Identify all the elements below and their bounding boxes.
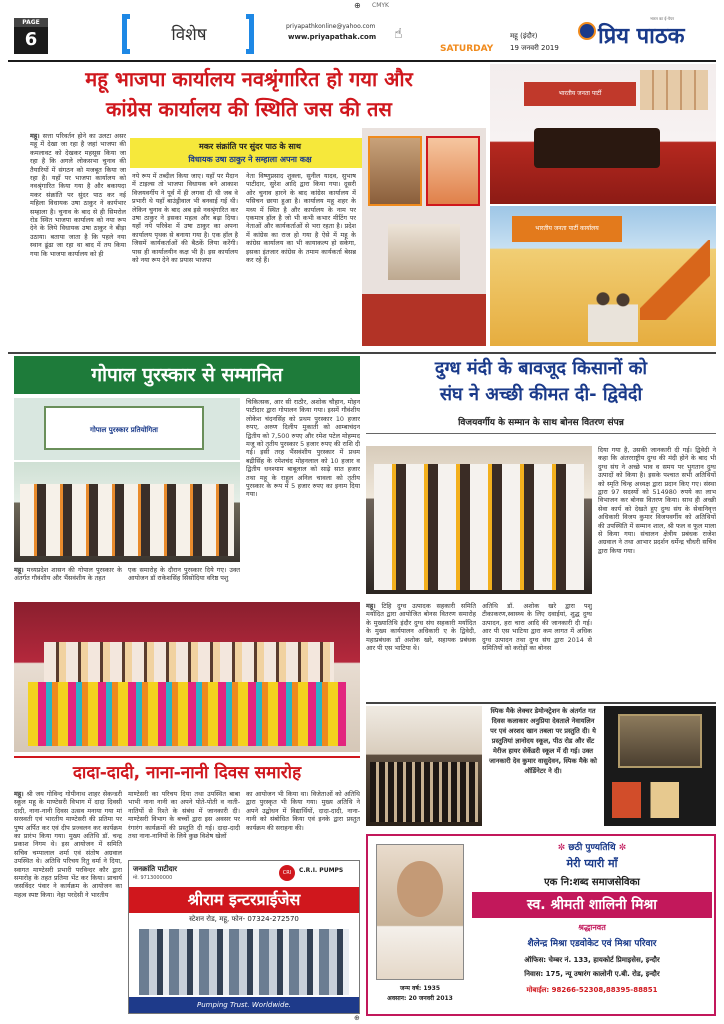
- story1-bjp-banner: भारतीय जनता पार्टी: [524, 82, 636, 106]
- story3-children-row: [28, 682, 346, 746]
- ad1-contact-mobile: मो. 9713000000: [133, 875, 173, 881]
- story1-headline-line1: महू भाजपा कार्यालय नवश्रृंगारित हो गया और: [85, 67, 413, 91]
- story1-portrait-strip: [640, 70, 708, 110]
- story1-people: [588, 288, 638, 342]
- ad1-tagline: Pumping Trust. Worldwide.: [129, 997, 359, 1013]
- story3-col1: महू। श्री जय गोविन्द गोपीनाथ शाहर सेकन्डरी स्कूल महू के माण्टेसरी विभाग में दादा दिवसी दादी, नाना-नानी दिवस उत्सव मनाया गया मां सरस्वती एवं भारतीय माण्टेसरी की प्रतिमा पर पुष्प अर्पित कर एवं दीप प्रज्वलन कर कार्यक्रम का प्रारंभ किया गया। मुख्य अतिथि डॉ. चन्द्र प्रकाश निगम थे। इस आयोजन में समिति सचिव चम्पालाल शर्मा एवं संतोष अग्रवाल उपस्थित थे। अतिथि परिचय रितु वर्मा ने दिया, स्वागत माण्टेसरी प्रभारी परविन्दर कौर द्वारा समारोह के तहत प्रतिमा भेंट कर किया। प्राचार्य जसविंदर पंवार ने कार्यक्रम के आयोजन का महत्व स्पष्ट किया। नेहा परदेसी ने भारतीय: [14, 790, 122, 899]
- story1-office-sign: भारतीय जनता पार्टी कार्यालय: [512, 216, 622, 242]
- masthead-title: प्रिय पाठक: [598, 23, 685, 49]
- ad1-brand-logo: [279, 865, 355, 887]
- story4-headline: [366, 356, 716, 408]
- city-label: महू (इंदौर): [510, 32, 538, 40]
- ad1-contact-name: जनक्रांति पाटीदार: [133, 865, 178, 873]
- section-bracket-left: [122, 14, 130, 54]
- story5-photo-musicians: [604, 706, 716, 826]
- bottom-registration-bar: [0, 1016, 724, 1024]
- registration-mark-icon: ⊕: [354, 1, 361, 10]
- ad2-name: स्व. श्रीमती शालिनी मिश्रा: [472, 892, 712, 918]
- page-label: PAGE: [14, 18, 48, 27]
- story5-portrait-frame: [618, 714, 702, 768]
- ad-shriram-enterprises: [128, 860, 360, 1014]
- ad2-death: अवसान: 20 जनवरी 2013: [387, 995, 453, 1002]
- masthead-tagline: भारत का ई-पेपर: [650, 16, 675, 21]
- story4-col1: महू। टिहि दुग्ध उत्पादक सहकारी समिति मर्यादित द्वारा आयोजित बोनस वितरण समारोह के मुख्यातिथि इंदौर दुग्ध संघ सहकारी मर्यादित के मुख्य कार्यपालन अधिकारी ए के द्विवेदी, महाप्रबंधक डॉ अशोक खरे, सहायक प्रबंधक आर पी एस भाटिया थे।: [366, 602, 476, 653]
- header-divider: [8, 60, 716, 62]
- story1-photo-posters: [362, 128, 486, 346]
- story4-photo-award: [366, 446, 592, 594]
- story1-subhead: [130, 138, 370, 168]
- story1-col3: नेता विष्णुप्रसाद शुक्ला, सुनील यादव, सुभाष पाटीदार, सुरेश आदि द्वारा किया गया। दूसरी ओर चुनाव हारने के बाद कांग्रेस कार्यालय में पसिचन छाया हुआ है। कार्यालय महू शहर के मध्य में स्थित है और कार्यालय के नाम पर एकमात्र हॉल है जो भी कभी कभार मीटिंग पर नेताओं और कार्यकर्ताओं से भरा रहता है। प्रदेश में कांग्रेस का राज हो गया है ऐसे में महू के कांग्रेस कार्यालय का भी कायाकल्प हो सकेगा, इसका इंतजार कांग्रेस के तमाम कार्यकर्ता बेसब्र कर रहे हैं।: [246, 172, 356, 265]
- registration-mark-icon: ⊕: [354, 1014, 360, 1022]
- page-number: 6: [24, 29, 38, 50]
- divider-story4-bottom: [366, 702, 716, 704]
- story1-subhead-line2: विधायक उषा ठाकुर ने सम्हाला अपना कक्ष: [188, 155, 312, 164]
- ad1-firm-name: श्रीराम इन्टरप्राईजेस: [129, 887, 359, 913]
- story1-photo-office-interior: [490, 64, 716, 204]
- ad1-address: स्टेशन रोड, महू, फोन- 07324-272570: [189, 915, 299, 923]
- story4-headline-line2: संघ ने अच्छी कीमत दी- द्विवेदी: [439, 384, 643, 405]
- masthead-logo: [576, 16, 716, 58]
- story1-col1: महू। सत्ता परिवर्तन होने का उलटा असर महू में देखा जा रहा है जहां भाजपा की कमलावट को देखकर महसूस किया जा रहा है कि अगले लोकसभा चुनाव की तैयारियों में संगठन को मजबूत किया जा रहा है। यहाँ पर भाजपा कार्यालय को नवश्रृंगारित किया गया है और बकायदा मकर संक्रांति पर सुंदर पाठ कर नई महिला विधायक उषा ठाकुर ने कार्यभार सम्हाला है। चुनाव के बाद से ही सिमरोल रोड स्थित भाजपा कार्यालय को नया रूप देने के लिये विधायक उषा ठाकुर ने बीड़ा उठाया। बताया जाता है कि पहले नया स्थान ढूंढा जा रहा था बाद में तय किया गया कि भाजपा कार्यालय को ही: [30, 132, 126, 258]
- day-label: SATURDAY: [440, 44, 494, 54]
- story3-col3: का आयोजन भी किया था। विजेताओं को अतिथि द्वारा पुरस्कृत भी किया गया। मुख्य अतिथि ने अपने उद्बोधन में विद्यार्थियों, दादा-दादी, नाना-नानी को संबोधित किया एवं इनके द्वारा प्रस्तुत कार्यक्रम की सराहना की।: [246, 790, 360, 832]
- story1-poster-small: [388, 224, 460, 280]
- story1-photo-building: [490, 206, 716, 346]
- story2-photo-banner: [14, 398, 240, 460]
- story4-col2: अतिथि डॉ. अशोक खरे द्वारा पशु टीकाकरण,स्वास्थ्य के लिए दवाईयां, शुद्ध दुग्ध उत्पादन, हरा चारा आदि की जानकारी दी गई। आर पी एस भाटिया द्वारा कम लागत में अधिक दुग्ध उत्पादन तथा दुग्ध संघ द्वारा 2014 से समितियों को करोड़ों का बोनस: [482, 602, 592, 653]
- story1-stairs: [640, 240, 710, 320]
- website[interactable]: www.priyapathak.com: [288, 33, 377, 41]
- story1-poster-left: [368, 136, 422, 206]
- ad2-residence: निवास: 175, न्यू उषारंग कालोनी ए.बी. रोड, इन्दौर: [524, 970, 660, 978]
- registration-bar: [0, 0, 724, 12]
- story4-col3: दिया गया है, उसकी जानकारी दी गई। द्विवेदी ने कहा कि अंतरराष्ट्रीय दुग्ध की मंदी होने के बाद भी दुग्ध संघ ने अच्छे भाव व समय पर भुगतान दुग्ध उत्पादों को किया है। इसके पश्चात सभी अतिथियों को स्मृति चिन्ह अध्यक्ष द्वारा प्रदान किए गए। संस्था द्वारा 97 सदस्यों को 514980 रुपये का लाभ विभाजन कर बोनस वितरण किया। साथ ही अच्छी सेवा कार्य को देखते हुए दुग्ध संघ के सेवानिवृत्त अधिकारी विजय कुमार विजयवर्गीय को अतिथियों की उपस्थिति में सम्मान शाल, श्री फल व फूल माला से किया गया। संचालन क्षेत्रीय प्रबंधक राजेश अग्रवाल ने तथा आभार प्रदर्शन धर्मेन्द्र चौधरी सचिव द्वारा किया गया।: [598, 446, 716, 555]
- ad2-tribute: श्रद्धानवत: [578, 923, 606, 932]
- story1-poster-right: [426, 136, 480, 206]
- ad1-cri-badge: CRI: [279, 865, 295, 881]
- ad2-line2: एक नि:शब्द समाजसेविका: [544, 877, 640, 888]
- ad2-birth: जन्म वर्ष: 1935: [399, 985, 441, 992]
- date-label: 19 जनवरी 2019: [510, 44, 559, 52]
- story1-headline-line2: कांग्रेस कार्यालय की स्थिति जस की तस: [106, 97, 392, 121]
- divider-story1-bottom: [8, 352, 716, 354]
- story5-performers: [612, 782, 708, 818]
- story2-col1: महू। मध्यप्रदेश शासन की गोपाल पुरस्कार के अंतर्गत गौवंशीय और भैंसवंशीय के तहत: [14, 566, 122, 583]
- story1-col2: नये रूप में तब्दील किया जाए। यहाँ पर मैदान में टाइल्स तो भाजपा विधायक बने आकाश विजयवर्गीय ने पूर्व में ही लगवा दी थी जब वे प्रभारी थे यहाँ बाउंड्रीवाल भी बनवाई गई थी। लेकिन चुनाव के बाद अब इसे नवश्रृंगारित कर उषा ठाकुर ने इसका महत्व और बढ़ा दिया। यहाँ नये परिवेश में उषा ठाकुर का अपना कार्यालय पृथक से बनाया गया है। एक हॉल है जिसमें कार्यकर्ताओं की बैठकें लिया करेंगी। पास ही कार्यालयीन कक्ष भी है। इस कार्यालय को नया रूप देने का प्रयास भाजपा: [132, 172, 238, 265]
- story2-photo-group: [14, 462, 240, 562]
- flower-icon: ✼: [615, 843, 627, 853]
- story4-subhead: विजयवर्गीय के सम्मान के साथ बोनस वितरण संपन्न: [366, 412, 716, 434]
- story2-col2: एक समारोह के दौरान पुरस्कार दिये गए। उक्त आयोजन डॉ राकेशसिंह सिसोदिया वरिष्ठ पशु: [128, 566, 240, 583]
- story2-people-row: [20, 484, 234, 556]
- flower-icon: ✼: [557, 843, 569, 853]
- ad1-brand-name: C.R.I. PUMPS: [299, 867, 344, 874]
- ad-memorial: [366, 834, 716, 1016]
- ad1-pumps-image: [139, 929, 349, 995]
- story4-dateline: महू।: [366, 602, 376, 610]
- masthead-globe-icon: [578, 22, 596, 40]
- story2-headline: गोपाल पुरस्कार से सम्मानित: [14, 356, 360, 394]
- story4-headline-line1: दुग्ध मंदी के बावजूद किसानों को: [434, 358, 648, 379]
- story5-text: स्पिक मैके लेक्चर डेमोन्स्ट्रेशन के अंतर्गत गत दिवस कलाकार अनुप्रिया देवताले नेवायलिन पर एवं अरशद खान तबला पर प्रस्तुति दी। ये प्रस्तुतियां ज्ञानोदय स्कूल, पीठ रोड और सेंट मेरीज हायर सेकेंडरी स्कूल में दी गई। उक्त जानकारी देव कुमार वासुदेवन, स्पिक मैके को ऑर्डिनेटर ने दी।: [489, 707, 597, 775]
- story3-photo-stage: [14, 602, 360, 752]
- story3-back-row: [44, 642, 334, 682]
- story5-audience: [370, 762, 478, 822]
- story2-col3: चिकित्सक, आर सी राठौर, अशोक चौहान, मोहन पाटीदार द्वारा गोपालन किया गया। इसमें गौवंशीय लोकेश चंदनसिंह को प्रथम पुरस्कार 10 हजार रुपए, अरुण दिलीप मुकाती को आम्बाचंदन द्वितीय को 7,500 रुपए और रमेश पटेल मोहम्मद मजू को तृतीय पुरस्कार 5 हजार रुपए की राशि दी गई। इसी तरह भैंसवंशीय पुरस्कार में प्रथम बद्रीसिंह के रमेशचंद मोहनलाल को 10 हजार व द्वितीय धनश्याम बाबूलाल को साढ़े सात हजार तथा महू के राहुल अनिल चावला को तृतीय पुरस्कार के रूप में 5 हजार रुपए का इनाम दिया गया।: [246, 398, 360, 499]
- cmyk-label: CMYK: [372, 2, 389, 9]
- page-header: [6, 14, 718, 60]
- story2-dateline: महू।: [14, 566, 24, 574]
- ad2-office: ऑफिस: चेम्बर नं. 133, हायकोर्ट प्रिमाइसेस, इन्दौर: [524, 956, 660, 964]
- email: priyapathkonline@yahoo.com: [286, 23, 376, 30]
- story1-floor: [362, 294, 486, 346]
- story1-sofa: [534, 128, 660, 168]
- story3-col2: माण्टेसरी का परिचय दिया तथा उपस्थित बाबा भाभी नाना नानी का अपने पोते-पोती व नाती-नातियों से रिश्ते के संबंध में जानकारी दी। माण्टेसरी विभाग के बच्चों द्वारा इस अवसर पर रंगारंग कार्यक्रमों की प्रस्तुति दी गई। दादा-दादी तथा नाना-नानियों के लिये कुछ विशेष खेलों: [128, 790, 240, 841]
- page-label-box: [14, 18, 48, 54]
- story3-headline: दादा-दादी, नाना-नानी दिवस समारोह: [14, 756, 360, 786]
- pointer-hand-icon: ☝: [394, 26, 403, 42]
- story1-dateline: महू।: [30, 132, 40, 140]
- section-bracket-right: [246, 14, 254, 54]
- ad2-family: शैलेन्द्र मिश्रा एडवोकेट एवं मिश्रा परिवार: [527, 939, 657, 949]
- ad2-title: ✼ छठी पुण्यतिथि ✼: [557, 843, 627, 853]
- ad2-line1: मेरी प्यारी माँ: [566, 857, 618, 870]
- ad2-portrait: [376, 844, 464, 980]
- section-title: विशेष: [171, 25, 207, 45]
- story1-subhead-line1: मकर संक्रांति पर सुंदर पाठ के साथ: [199, 142, 301, 151]
- ad2-portrait-face: [397, 861, 443, 917]
- story2-banner: गोपाल पुरस्कार प्रतियोगिता: [44, 406, 204, 450]
- story3-dateline: महू।: [14, 790, 24, 798]
- story5-photo-hall: [366, 706, 482, 826]
- ad2-mobile: मोबाईल: 98266-52308,88395-88851: [526, 986, 658, 994]
- story1-headline: [14, 64, 484, 124]
- story4-people-group: [374, 464, 584, 590]
